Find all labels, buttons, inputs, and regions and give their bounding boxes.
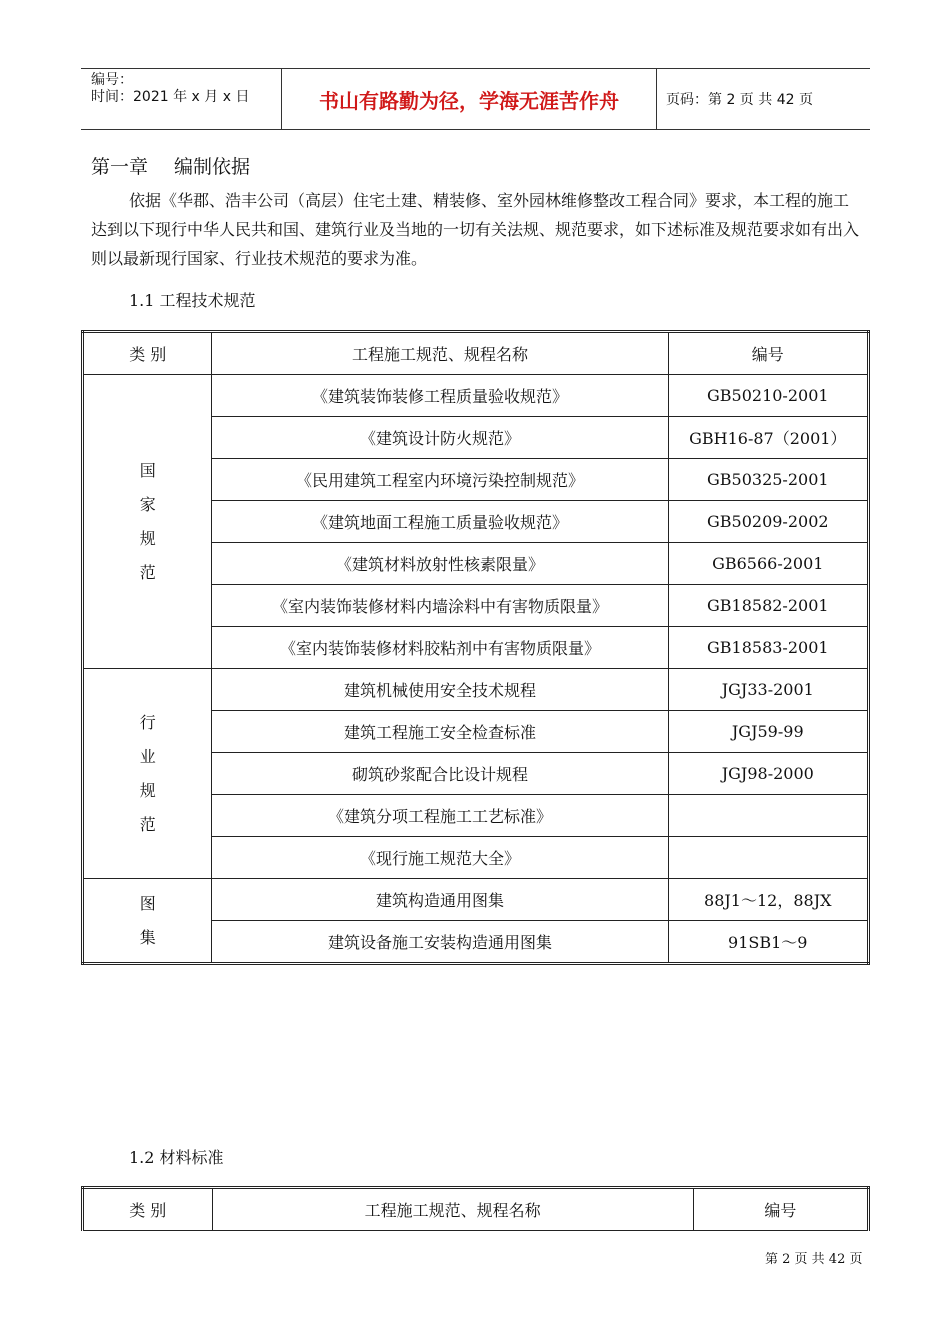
table-row: [83, 669, 869, 711]
standard-code: GB50209-2002: [668, 501, 868, 543]
category-char: 范: [139, 562, 156, 582]
section-2-title: 1.2 材料标准: [129, 1148, 224, 1167]
standard-name: 《室内装饰装修材料胶粘剂中有害物质限量》: [212, 627, 668, 669]
standard-code: GB18582-2001: [668, 585, 868, 627]
header-code: 编号: [693, 1188, 868, 1231]
standard-name: 《建筑地面工程施工质量验收规范》: [212, 501, 668, 543]
header-number-label: 编号：: [91, 72, 133, 88]
standard-name: 建筑构造通用图集: [212, 879, 668, 921]
category-char: 国: [139, 460, 156, 480]
standard-name: 砌筑砂浆配合比设计规程: [212, 753, 668, 795]
category-char: 集: [139, 927, 156, 947]
chapter-title: 编制依据: [174, 156, 251, 178]
category-char: 家: [139, 494, 156, 514]
standard-code: JGJ33-2001: [668, 669, 868, 711]
table-header-row: [83, 332, 869, 375]
chapter-heading: [91, 152, 250, 179]
standard-name: 《现行施工规范大全》: [212, 837, 668, 879]
header-category: 类 别: [83, 1188, 213, 1231]
category-char: 行: [139, 712, 156, 732]
header-name: 工程施工规范、规程名称: [212, 332, 668, 375]
category-char: 业: [139, 746, 156, 766]
page-footer: 第 2 页 共 42 页: [765, 1252, 863, 1267]
category-char: 规: [139, 780, 156, 800]
table-row: [83, 879, 869, 921]
header-time-label: 时间：2021 年 x 月 x 日: [91, 89, 250, 105]
category-cell: [83, 375, 212, 669]
table-header-row: [83, 1188, 869, 1231]
standard-code: 88J1～12，88JX: [668, 879, 868, 921]
standard-name: 《室内装饰装修材料内墙涂料中有害物质限量》: [212, 585, 668, 627]
header-meta: [81, 69, 281, 132]
page-header: [81, 68, 870, 130]
category-cell: [83, 669, 212, 879]
standard-name: 《建筑分项工程施工工艺标准》: [212, 795, 668, 837]
header-page-label: 页码：第 2 页 共 42 页: [666, 92, 813, 108]
tech-standards-table: [81, 330, 870, 965]
table-row: [83, 375, 869, 417]
category-cell: [83, 879, 212, 964]
category-char: 范: [139, 814, 156, 834]
header-name: 工程施工规范、规程名称: [212, 1188, 693, 1231]
standard-code: GB50210-2001: [668, 375, 868, 417]
category-char: 规: [139, 528, 156, 548]
standard-code: [668, 837, 868, 879]
standard-name: 《建筑装饰装修工程质量验收规范》: [212, 375, 668, 417]
standard-code: GB50325-2001: [668, 459, 868, 501]
standard-code: [668, 795, 868, 837]
standard-name: 建筑工程施工安全检查标准: [212, 711, 668, 753]
standard-code: GB18583-2001: [668, 627, 868, 669]
chapter-number: 第一章: [91, 156, 149, 178]
section-1-title: 1.1 工程技术规范: [129, 291, 256, 310]
standard-code: JGJ59-99: [668, 711, 868, 753]
standard-name: 《建筑设计防火规范》: [212, 417, 668, 459]
header-category: 类 别: [83, 332, 212, 375]
standard-name: 建筑机械使用安全技术规程: [212, 669, 668, 711]
standard-code: JGJ98-2000: [668, 753, 868, 795]
standard-code: GB6566-2001: [668, 543, 868, 585]
intro-paragraph: 依据《华郡、浩丰公司（高层）住宅土建、精装修、室外园林维修整改工程合同》要求，本工程的施工达到以下现行中华人民共和国、建筑行业及当地的一切有关法规、规范要求，如下述标准及规范要求如有出入则以最新现行国家、行业技术规范的要求为准。: [91, 191, 860, 268]
header-motto: 书山有路勤为径，学海无涯苦作舟: [281, 69, 657, 129]
material-standards-table: [81, 1186, 870, 1231]
standard-code: 91SB1～9: [668, 921, 868, 964]
standard-code: GBH16-87（2001）: [668, 417, 868, 459]
standard-name: 《建筑材料放射性核素限量》: [212, 543, 668, 585]
standard-name: 建筑设备施工安装构造通用图集: [212, 921, 668, 964]
standard-name: 《民用建筑工程室内环境污染控制规范》: [212, 459, 668, 501]
header-code: 编号: [668, 332, 868, 375]
category-char: 图: [139, 893, 156, 913]
